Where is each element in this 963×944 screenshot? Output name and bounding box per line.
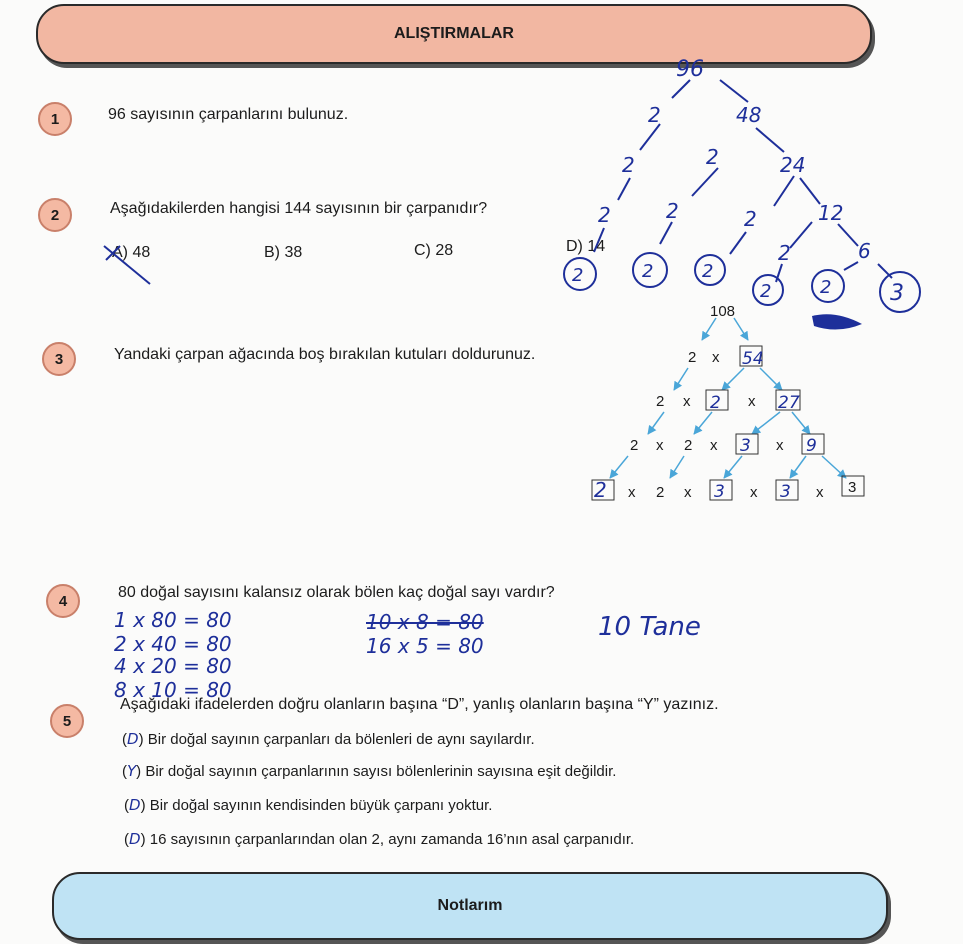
tree96-l4d: 6 xyxy=(858,239,871,263)
tree96-l2a: 2 xyxy=(622,153,635,177)
tree108-r4-x1: x xyxy=(628,484,636,501)
tree108-r4-box2: 3 xyxy=(714,482,725,502)
tree108-r4-x4: x xyxy=(816,484,824,501)
tree108-r2-box1: 2 xyxy=(710,393,721,413)
tree96-l1a: 2 xyxy=(648,103,661,127)
work-line-2: 2 x 40 = 80 xyxy=(114,632,232,656)
factor-tree-108 xyxy=(592,303,864,502)
tree96-leaf5: 2 xyxy=(820,277,832,298)
question-number-1: 1 xyxy=(38,102,72,136)
tree96-leaf3: 2 xyxy=(702,261,714,282)
question-number-3: 3 xyxy=(42,342,76,376)
question-number-5: 5 xyxy=(50,704,84,738)
tree108-r2-a: 2 xyxy=(656,393,665,410)
question-2-text: Aşağıdakilerden hangisi 144 sayısının bir çarpanıdır? xyxy=(110,200,488,217)
work-line-1: 1 x 80 = 80 xyxy=(114,608,232,632)
tree108-r3-box1: 3 xyxy=(740,436,751,456)
tree108-r3-x3: x xyxy=(776,437,784,454)
tree108-r3-box2: 9 xyxy=(806,436,817,456)
mark-2: Y xyxy=(127,762,137,780)
work-line-3: 4 x 20 = 80 xyxy=(114,654,232,678)
tree96-l4b: 2 xyxy=(744,207,757,231)
statement-2: (Y) Bir doğal sayının çarpanlarının sayısı bölenlerinin sayısına eşit değildir. xyxy=(122,762,617,780)
tree108-r4-box3: 3 xyxy=(780,482,791,502)
tree108-root: 108 xyxy=(710,303,736,320)
option-a: A) 48 xyxy=(112,244,151,261)
mark-1: D xyxy=(127,730,139,748)
tree96-l4c: 2 xyxy=(778,241,791,265)
tree108-r3-a: 2 xyxy=(630,437,639,454)
tree96-root: 96 xyxy=(676,57,704,82)
notes-title: Notlarım xyxy=(437,897,503,914)
statement-1-text: Bir doğal sayının çarpanları da bölenleri de aynı sayılardır. xyxy=(147,731,535,748)
statement-1: (D) Bir doğal sayının çarpanları da bölenleri de aynı sayılardır. xyxy=(122,730,535,748)
tree108-r2-box2: 27 xyxy=(778,393,800,413)
question-3-text: Yandaki çarpan ağacında boş bırakılan kutuları doldurunuz. xyxy=(114,346,536,363)
tree96-leaf6: 3 xyxy=(890,281,904,306)
tree96-l3c: 12 xyxy=(818,201,844,225)
work2-line-2: 16 x 5 = 80 xyxy=(366,634,484,658)
question-5-text: Aşağıdaki ifadelerden doğru olanların başına “D”, yanlış olanların başına “Y” yazınız. xyxy=(120,696,719,713)
option-a-cross xyxy=(104,246,150,284)
tree108-r1-x: x xyxy=(712,349,720,366)
question-number-4: 4 xyxy=(46,584,80,618)
tree96-leaf4: 2 xyxy=(760,281,772,302)
tree96-l3b: 2 xyxy=(598,203,611,227)
tree108-r4-box1: 2 xyxy=(594,478,607,502)
work-line-4: 8 x 10 = 80 xyxy=(114,678,232,702)
page-title: ALIŞTIRMALAR xyxy=(394,25,514,42)
tree96-l2b: 24 xyxy=(780,153,806,177)
tree108-r2-x1: x xyxy=(683,393,691,410)
mark-3: D xyxy=(129,796,141,814)
statement-4-text: 16 sayısının çarpanlarından olan 2, aynı zamanda 16’nın asal çarpanıdır. xyxy=(149,831,635,848)
tree108-r4-x2: x xyxy=(684,484,692,501)
tree108-r4-b: 2 xyxy=(656,484,665,501)
tree108-r4-box4: 3 xyxy=(848,479,857,496)
option-d: D) 14 xyxy=(566,238,606,255)
tree108-r3-x2: x xyxy=(710,437,718,454)
mark-4: D xyxy=(129,830,141,848)
tree108-r1-a: 2 xyxy=(688,349,697,366)
answer-handwritten: 10 Tane xyxy=(598,612,701,642)
question-1-text: 96 sayısının çarpanlarını bulunuz. xyxy=(108,106,349,123)
statement-4: (D) 16 sayısının çarpanlarından olan 2, aynı zamanda 16’nın asal çarpanıdır. xyxy=(124,830,635,848)
tree108-r4-x3: x xyxy=(750,484,758,501)
tree96-l4a: 2 xyxy=(666,199,679,223)
question-number-2: 2 xyxy=(38,198,72,232)
tree108-r1-box: 54 xyxy=(742,349,764,369)
ink-scribble xyxy=(812,314,862,329)
tree108-r2-x2: x xyxy=(748,393,756,410)
tree96-l1b: 48 xyxy=(736,103,762,127)
tree108-r3-x1: x xyxy=(656,437,664,454)
tree96-leaf2: 2 xyxy=(642,261,654,282)
option-b: B) 38 xyxy=(264,244,303,261)
work2-line-1: 10 x 8 = 80 xyxy=(366,610,484,634)
tree108-r3-b: 2 xyxy=(684,437,693,454)
statement-2-text: Bir doğal sayının çarpanlarının sayısı bölenlerinin sayısına eşit değildir. xyxy=(145,763,617,780)
tree96-leaf1: 2 xyxy=(572,265,584,286)
tree96-l3a: 2 xyxy=(706,145,719,169)
option-c: C) 28 xyxy=(414,242,454,259)
question-4-text: 80 doğal sayısını kalansız olarak bölen kaç doğal sayı vardır? xyxy=(118,584,555,601)
statement-3-text: Bir doğal sayının kendisinden büyük çarpanı yoktur. xyxy=(149,797,493,814)
statement-3: (D) Bir doğal sayının kendisinden büyük çarpanı yoktur. xyxy=(124,796,493,814)
